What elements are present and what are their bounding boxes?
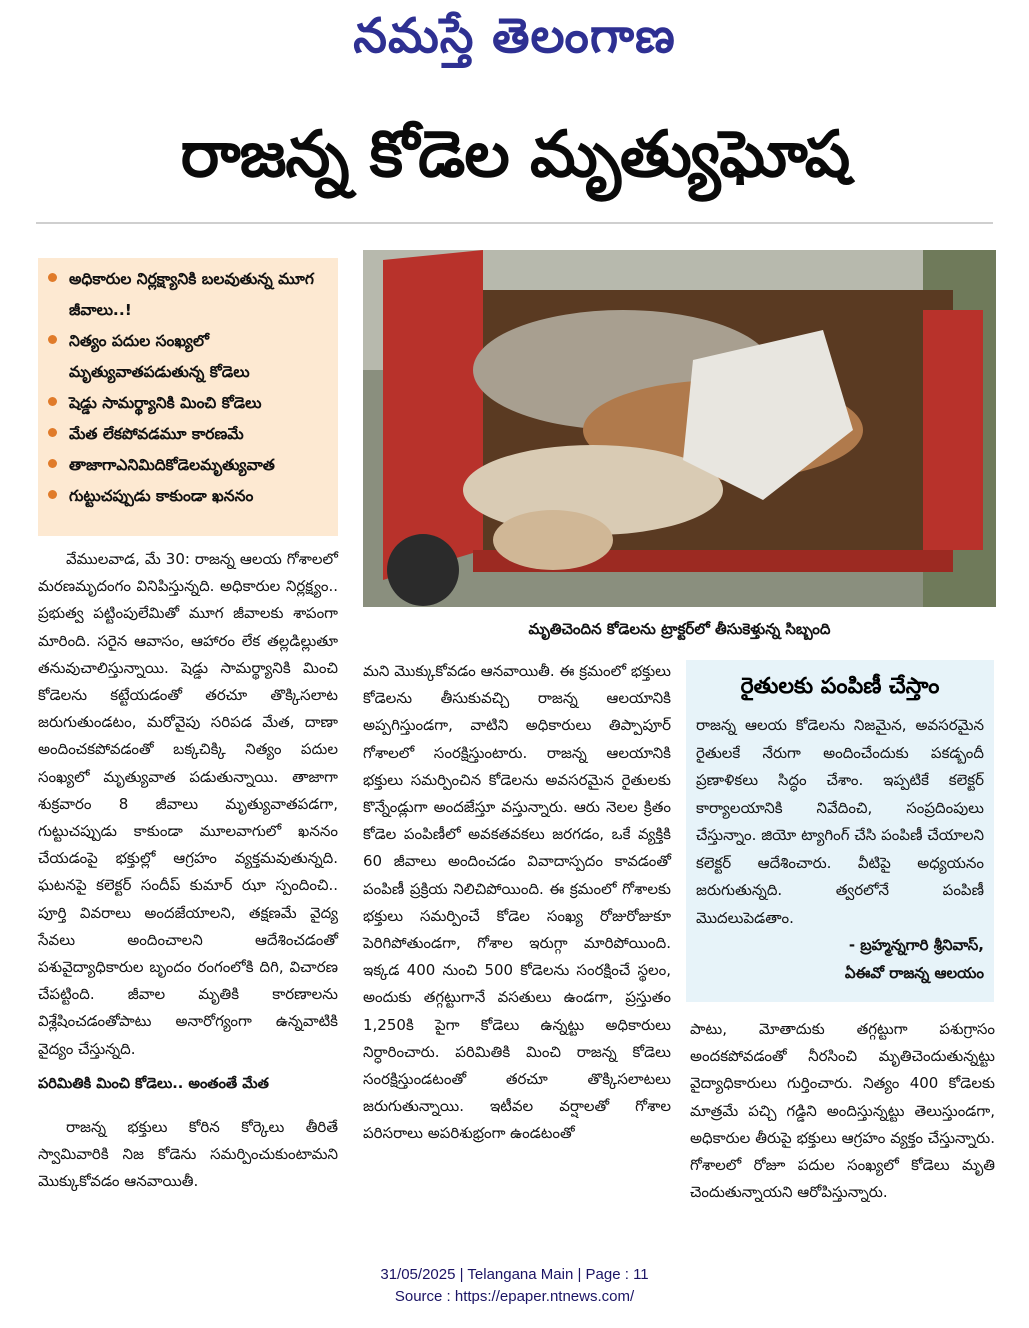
sidebar-signature-role: ఏఈవో రాజన్న ఆలయం (844, 963, 984, 982)
article-paragraph: రాజన్న భక్తులు కోరిన కోర్కెలు తీరితే స్వామివారికి నిజ కోడెను సమర్పించుకుంటామని మొక్కుకోవడం ఆనవాయితీ. (38, 1118, 338, 1191)
highlight-item: అధికారుల నిర్లక్ష్యానికి బలవుతున్న మూగ జీవాలు..! (48, 264, 330, 326)
sidebar-title: రైతులకు పంపిణీ చేస్తాం (740, 674, 940, 699)
footer-source-line: Source : https://epaper.ntnews.com/ (394, 1288, 635, 1305)
article-column-3 (690, 1016, 995, 1206)
highlight-item: గుట్టుచప్పుడు కాకుండా ఖననం (48, 481, 330, 512)
article-column-1 (38, 546, 338, 1196)
article-subheading: పరిమితికి మించి కోడెలు.. అంతంతే మేత (38, 1075, 269, 1092)
bullet-dot-icon (48, 428, 57, 437)
news-photo (363, 250, 996, 607)
highlight-item: షెడ్డు సామర్థ్యానికి మించి కోడెలు (48, 388, 330, 419)
highlight-item: మేత లేకపోవడమూ కారణమే (48, 419, 330, 450)
headline-divider (36, 222, 993, 224)
headline: రాజన్న కోడెల మృత్యుఘోష (180, 118, 850, 192)
bullet-dot-icon (48, 490, 57, 499)
sidebar-body: రాజన్న ఆలయ కోడెలను నిజమైన, అవసరమైన రైతులకే నేరుగా అందించేందుకు పకడ్బందీ ప్రణాళికలు సిద్ధం చేశాం. ఇప్పటికే కలెక్టర్ కార్యాలయానికి నివేదించి, సంప్రదింపులు చేస్తున్నాం. జియో ట్యాగింగ్ చేసి పంపిణీ చేయాలని కలెక్టర్ ఆదేశించారు. వీటిపై అధ్యయనం జరుగుతున్నది. త్వరలోనే పంపిణీ మొదలుపెడతాం. (696, 716, 984, 927)
article-paragraph: వేములవాడ, మే 30: రాజన్న ఆలయ గోశాలలో మరణమృదంగం వినిపిస్తున్నది. అధికారుల నిర్లక్ష్యం.. ప్రభుత్వ పట్టింపులేమితో మూగ జీవాలకు శాపంగా మారింది. సరైన ఆవాసం, ఆహారం లేక తల్లడిల్లుతూ తనువుచాలిస్తున్నాయి. షెడ్డు సామర్థ్యానికి మించి కోడెలను కట్టేయడంతో తరచూ తొక్కిసలాట జరుగుతుండటం, మరోవైపు సరిపడ మేత, దాణా అందించకపోవడంతో బక్కచిక్కి నిత్యం పదుల సంఖ్యలో మృత్యువాత పడుతున్నాయి. తాజాగా శుక్రవారం 8 జీవాలు మృత్యువాతపడగా, గుట్టుచప్పుడు కాకుండా మూలవాగులో ఖననం చేయడంపై భక్తుల్లో ఆగ్రహం వ్యక్తమవుతున్నది. ఘటనపై కలెక్టర్ సందీప్ కుమార్ ఝా స్పందించి.. పూర్తి వివరాలు అందజేయాలని, తక్షణమే వైద్య సేవలు అందించాలని ఆదేశించడంతో పశువైద్యాధికారుల బృందం రంగంలోకి దిగి, విచారణ చేపట్టింది. జీవాల మృతికి కారణాలను విశ్లేషించడంతోపాటు అనారోగ్యంగా ఉన్నవాటికి వైద్యం చేస్తున్నది. (38, 550, 338, 1058)
bullet-dot-icon (48, 397, 57, 406)
bullet-dot-icon (48, 273, 57, 282)
highlight-item: తాజాగాఎనిమిదికోడెలమృత్యువాత (48, 450, 330, 481)
masthead-logo: నమస్తే తెలంగాణ (353, 8, 676, 64)
article-paragraph: పాటు, మోతాదుకు తగ్గట్టుగా పశుగ్రాసం అందకపోవడంతో నీరసించి మృతిచెందుతున్నట్టు వైద్యాధికారులు గుర్తించారు. నిత్యం 400 కోడెలకు మాత్రమే పచ్చి గడ్డిని అందిస్తున్నట్టు తెలుస్తుండగా, అధికారుల తీరుపై భక్తులు ఆగ్రహం వ్యక్తం చేస్తున్నారు. గోశాలలో రోజూ పదుల సంఖ్యలో కోడెలు మృతి చెందుతున్నాయని ఆరోపిస్తున్నారు. (690, 1020, 995, 1202)
footer-date-line: 31/05/2025 | Telangana Main | Page : 11 (380, 1266, 649, 1283)
article-paragraph: మని మొక్కుకోవడం ఆనవాయితీ. ఈ క్రమంలో భక్తులు కోడెలను తీసుకువచ్చి రాజన్న ఆలయానికి అప్పగిస్తుండగా, వాటిని అధికారులు తిప్పాపూర్ గోశాలలో సంరక్షిస్తుంటారు. రాజన్న ఆలయానికి భక్తులు సమర్పించిన కోడెలను అవసరమైన రైతులకు కొన్నేండ్లుగా అందజేస్తూ వస్తున్నారు. ఆరు నెలల క్రితం కోడెల పంపిణీలో అవకతవకలు జరగడం, ఒకే వ్యక్తికి 60 జీవాలు అందించడం వివాదాస్పదం కావడంతో పంపిణీ ప్రక్రియ నిలిచిపోయింది. ఈ క్రమంలో గోశాలకు భక్తులు సమర్పించే కోడెల సంఖ్య రోజురోజుకూ పెరిగిపోతుండగా, గోశాల ఇరుగ్గా మారిపోయింది. ఇక్కడ 400 నుంచి 500 కోడెలను సంరక్షించే స్థలం, అందుకు తగ్గట్టుగానే వసతులు ఉండగా, ప్రస్తుతం 1,250కి పైగా కోడెలు ఉన్నట్టు అధికారులు నిర్ధారించారు. పరిమితికి మించి రాజన్న కోడెలు సంరక్షిస్తుండటంతో తరచూ తొక్కిసలాటలు జరుగుతున్నాయి. ఇటీవల వర్షాలతో గోశాల పరిసరాలు అపరిశుభ్రంగా ఉండటంతో (363, 662, 671, 1143)
bullet-dot-icon (48, 335, 57, 344)
article-column-2 (363, 658, 671, 1148)
highlight-item: నిత్యం పదుల సంఖ్యలో మృత్యువాతపడుతున్న కోడెలు (48, 326, 330, 388)
bullet-dot-icon (48, 459, 57, 468)
photo-caption: మృతిచెందిన కోడెలను ట్రాక్టర్‌లో తీసుకెళ్తున్న సిబ్బంది (528, 620, 831, 638)
highlights-box (38, 258, 338, 536)
sidebar-signature-name: - బ్రహ్మన్నగారి శ్రీనివాస్, (848, 936, 984, 954)
page-footer (0, 1264, 1029, 1308)
quote-sidebar (686, 660, 994, 1002)
